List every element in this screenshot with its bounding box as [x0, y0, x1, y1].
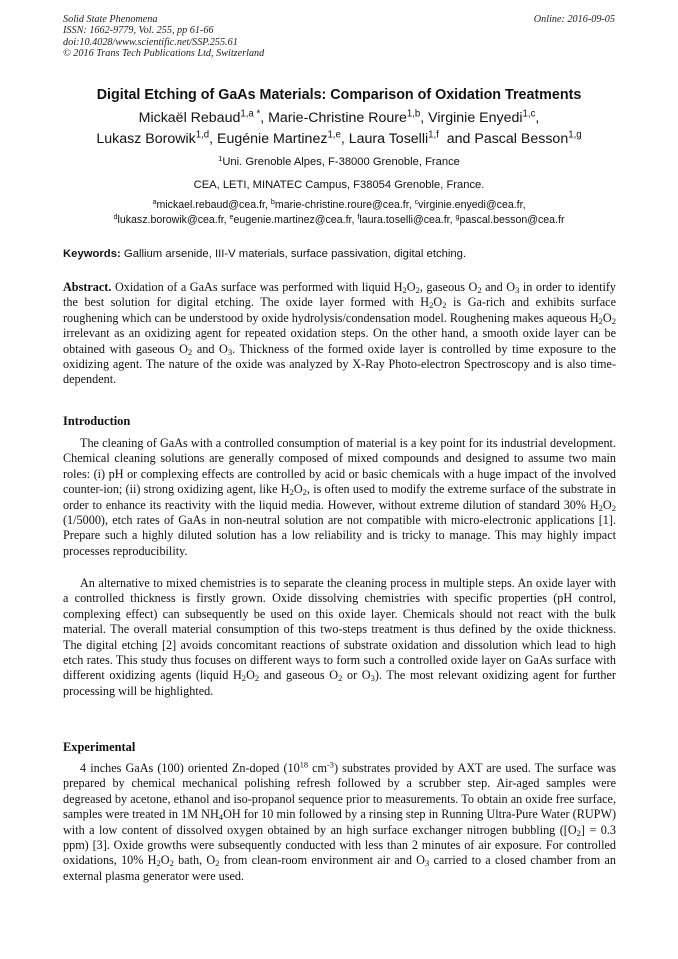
- author-line-2: Lukasz Borowik$^{1,d}$, Eugénie Martinez$^{1,e}$, Laura Toselli$^{1,f}$ and Pascal Besson$^{1,g}$: [96, 129, 582, 147]
- author-sup: 1,g: [568, 129, 582, 141]
- subscript: 2: [611, 502, 616, 513]
- text-run: ] = 0.3 ppm) [3]. Oxide growths were subsequently conducted with less than 2 minutes of air exposure. For controlled oxidations, 10% H: [63, 822, 617, 868]
- author-name: Virginie Enyedi: [428, 110, 523, 126]
- subscript: 2: [576, 827, 581, 838]
- text-run: O: [246, 668, 255, 683]
- issn-line: ISSN: 1662-9779, Vol. 255, pp 61-66: [63, 25, 214, 37]
- superscript: -3: [327, 760, 334, 770]
- author-sup: 1,f: [428, 129, 439, 141]
- text-run: and gaseous O: [259, 668, 339, 683]
- email-link[interactable]: pascal.besson@cea.fr: [459, 213, 565, 226]
- affiliation-1: [0, 153, 678, 168]
- text-run: O: [160, 853, 170, 868]
- text-run: O: [293, 482, 303, 497]
- text-run: ) substrates provided by AXT are used. The surface was prepared by chemical mechanical polishing refresh followed by a scrubber step. Air-aged samples were degreased by acetone, ethanol and iso-propanol sequence prior to measurements. To obtain an oxide free surface, samples were treated in 1M NH: [63, 761, 617, 822]
- introduction-paragraph-1: [63, 436, 616, 559]
- author-name: Lukasz Borowik: [96, 130, 196, 147]
- subscript: 2: [215, 858, 220, 869]
- author-sup: 1,d: [195, 129, 210, 141]
- subscript: 2: [477, 285, 482, 296]
- email-link[interactable]: eugenie.martinez@cea.fr: [233, 213, 352, 226]
- text-run: from clean-room environment air and O: [219, 853, 425, 868]
- text-run: , gaseous O: [419, 280, 478, 294]
- email-sup: c: [414, 197, 419, 207]
- text-run: O: [602, 497, 612, 512]
- email-line-2: $^d$lukasz.borowik@cea.fr, $^e$eugenie.martinez@cea.fr, $^f$laura.toselli@cea.fr, $^g$pascal.besson@cea.fr: [113, 211, 565, 226]
- text-run: ). The most relevant oxidizing agent for further processing will be highlighted.: [63, 668, 616, 698]
- email-list: [40, 198, 638, 227]
- subscript: 2: [302, 487, 307, 498]
- text-run: and O: [481, 280, 516, 294]
- author-sup: 1,b: [406, 108, 421, 120]
- subscript: 2: [338, 673, 343, 684]
- text-run: O: [433, 295, 443, 310]
- subscript: 2: [241, 673, 247, 684]
- text-run: or O: [342, 668, 371, 683]
- subscript: 2: [254, 673, 260, 684]
- paper-title: Digital Etching of GaAs Materials: Comparison of Oxidation Treatments: [96, 87, 582, 103]
- email-sup: a: [152, 197, 157, 207]
- author-name: Marie-Christine Roure: [268, 110, 407, 126]
- email-link[interactable]: mickael.rebaud@cea.fr: [156, 199, 265, 211]
- text-run: , is often used to modify the extreme surface of the substrate in order to enhance its reactivity with the liquid media. However, without extreme dilution of standard 30% H: [63, 482, 617, 512]
- subscript: 2: [187, 346, 193, 357]
- text-run: and O: [192, 341, 228, 356]
- email-link[interactable]: laura.toselli@cea.fr: [359, 213, 450, 226]
- experimental-paragraph-1: [63, 761, 616, 884]
- text-run: carried to a closed chamber from an external plasma generator were used.: [63, 853, 617, 883]
- author-name: Eugénie Martinez: [217, 130, 328, 147]
- online-date: Online: 2016-09-05: [533, 14, 615, 25]
- author-list: [40, 108, 638, 149]
- text-run: is Ga-rich and exhibits surface roughening which can be understood by oxide hydrolysis/condensation model. Roughening makes aqueous H: [63, 295, 616, 325]
- introduction-heading: Introduction: [63, 414, 131, 428]
- text-run: cm: [308, 761, 328, 775]
- affiliation-sup: 1: [218, 153, 223, 163]
- subscript: 2: [156, 858, 161, 869]
- subscript: 2: [169, 858, 174, 869]
- subscript: 2: [598, 315, 603, 326]
- subscript: 2: [289, 487, 294, 498]
- author-sup: 1,a *: [240, 108, 261, 120]
- text-run: Oxidation of a GaAs surface was performed with liquid H: [114, 280, 403, 294]
- affiliation-text: Uni. Grenoble Alpes, F-38000 Grenoble, France: [222, 156, 460, 168]
- subscript: 2: [429, 300, 434, 311]
- email-line-1: $^a$mickael.rebaud@cea.fr, $^b$marie-christine.roure@cea.fr, $^c$virginie.enyedi@cea.fr,: [152, 197, 526, 211]
- subscript: 3: [227, 346, 233, 357]
- email-sup: e: [229, 211, 234, 221]
- subscript: 2: [442, 300, 447, 311]
- text-run: irrelevant as an oxidizing agent for repeated oxidation steps. On the other hand, a smooth oxide layer can be obtained with gaseous O: [63, 326, 616, 356]
- text-run: bath, O: [173, 853, 216, 868]
- keywords-text: Gallium arsenide, III-V materials, surface passivation, digital etching.: [123, 248, 467, 260]
- superscript: 18: [299, 760, 308, 770]
- doi-line[interactable]: doi:10.4028/www.scientific.net/SSP.255.61: [63, 36, 238, 48]
- email-link[interactable]: marie-christine.roure@cea.fr: [274, 199, 409, 211]
- text-run: O: [602, 310, 612, 325]
- experimental-heading: Experimental: [63, 740, 136, 754]
- subscript: 3: [370, 673, 375, 684]
- email-sup: d: [113, 211, 118, 221]
- email-link[interactable]: virginie.enyedi@cea.fr: [418, 199, 523, 211]
- text-run: . Thickness of the formed oxide layer is controlled by time exposure to the oxidizing agent. The nature of the oxide was analyzed by X-Ray Photo-electron Spectroscopy and is also time-dependent.: [63, 341, 616, 387]
- affiliation-2: CEA, LETI, MINATEC Campus, F38054 Grenoble, France.: [193, 179, 485, 191]
- text-run: An alternative to mixed chemistries is to separate the cleaning process in multiple steps. An oxide layer with a controlled thickness is firstly grown. Oxide dissolving chemistries with specific properties (pH control, complexing effect) can subsequently be used on this oxide layer. Chemicals should not react with the bulk material. The overall material consumption of this two-steps treatment is thus defined by the oxide thickness. The digital etching [2] avoids concomitant reactions of substrate oxidation and dissolution which lead to high etch rates. This study thus focuses on different ways to form such a controlled oxide layer on GaAs surface with different oxidizing agents (liquid H: [63, 576, 616, 683]
- email-sup: g: [455, 211, 460, 221]
- subscript: 2: [598, 502, 603, 513]
- abstract: [63, 280, 616, 388]
- subscript: 2: [611, 315, 616, 326]
- journal-info: [63, 14, 264, 59]
- text-run: in order to identify the best solution for digital etching. The oxide layer formed with H: [63, 280, 616, 310]
- journal-name: Solid State Phenomena: [63, 14, 158, 25]
- author-name: Pascal Besson: [474, 130, 569, 147]
- subscript: 3: [515, 285, 520, 296]
- author-sup: 1,c: [522, 108, 536, 120]
- keywords-label: Keywords:: [63, 248, 121, 260]
- text-run: O: [406, 280, 416, 294]
- author-sup: 1,e: [327, 129, 341, 141]
- introduction-paragraph-2: [63, 576, 616, 699]
- subscript: 2: [415, 285, 420, 296]
- copyright-line: © 2016 Trans Tech Publications Ltd, Switzerland: [63, 47, 265, 59]
- subscript: 2: [402, 285, 407, 296]
- author-name: Mickaël Rebaud: [138, 110, 241, 126]
- email-sup: f: [357, 211, 360, 221]
- email-link[interactable]: lukasz.borowik@cea.fr: [117, 213, 224, 226]
- subscript: 3: [424, 858, 430, 869]
- text-run: The cleaning of GaAs with a controlled consumption of material is a key point for its industrial development. Chemical cleaning solutions are generally composed of mixed compounds and designed to assume two main roles: (i) pH or complexing effects are controlled by acid or basic chemicals with a huge impact of the involved counter-ion; (ii) strong oxidizing agent, like H: [63, 436, 616, 497]
- keywords: [63, 248, 623, 260]
- author-line-1: Mickaël Rebaud$^{1,a *}$, Marie-Christine Roure$^{1,b}$, Virginie Enyedi$^{1,c}$,: [138, 108, 540, 126]
- subscript: 4: [218, 812, 224, 823]
- text-run: (1/5000), etch rates of GaAs in non-neutral solution are not compatible with micro-electronic applications [1]. Prepare such a highly diluted solution has a low reliability and is tricky to manage. This may highly impact processes reproducibility.: [63, 513, 616, 558]
- text-run: 4 inches GaAs (100) oriented Zn-doped (10: [80, 761, 300, 775]
- abstract-label: Abstract.: [63, 280, 112, 294]
- text-run: OH for 10 min followed by a rinsing step in Running Ultra-Pure Water (RUPW) with a low content of dissolved oxygen obtained by an high surface exchanger nitrogen bubbling ([O: [63, 807, 617, 837]
- email-sup: b: [270, 197, 275, 207]
- author-name: Laura Toselli: [348, 130, 429, 147]
